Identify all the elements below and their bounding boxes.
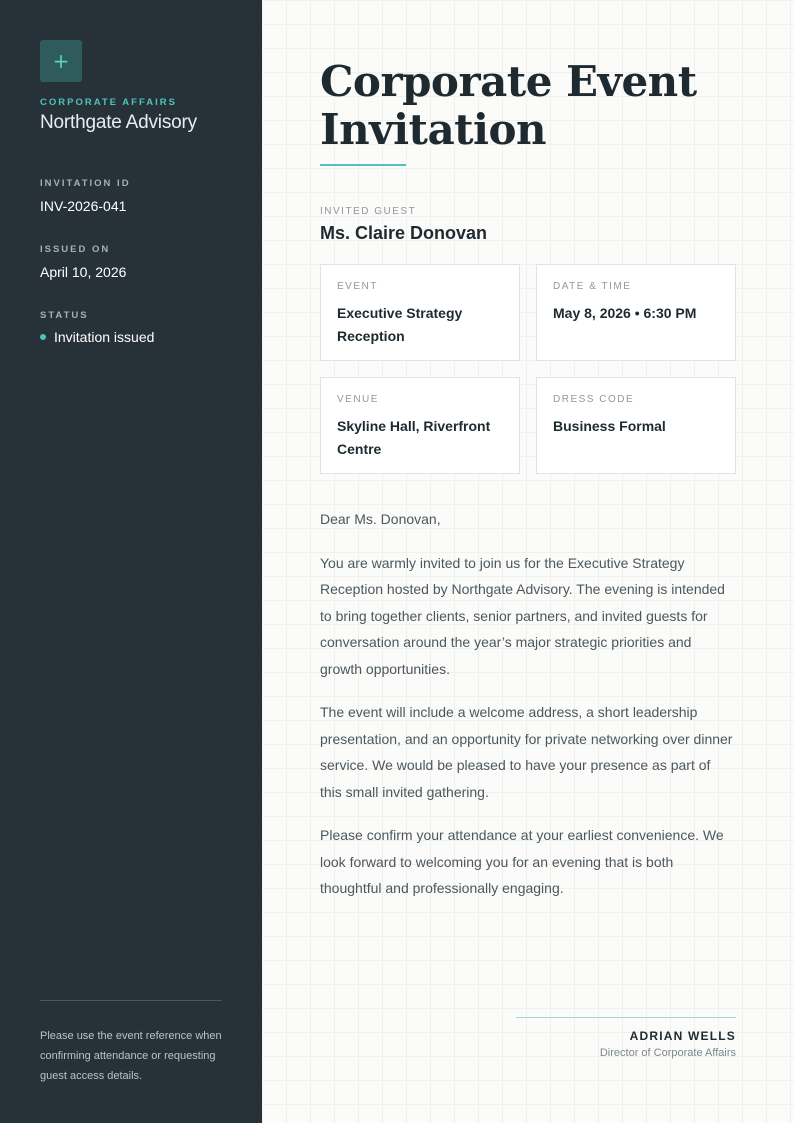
detail-card-value: Business Formal xyxy=(553,418,666,434)
status-label: STATUS xyxy=(40,310,89,321)
invitation-id-value: INV-2026-041 xyxy=(40,198,127,214)
detail-card-value: Executive Strategy Reception xyxy=(337,305,463,344)
invitation-id-label: INVITATION ID xyxy=(40,178,131,189)
status-dot-icon xyxy=(40,334,46,340)
letter-greeting: Dear Ms. Donovan, xyxy=(320,511,441,527)
letter-paragraph: Please confirm your attendance at your earliest convenience. We look forward to welcoming you for an evening that is both thoughtful and professionally engaging. xyxy=(320,827,724,896)
detail-cards xyxy=(320,264,736,474)
signatory-name: ADRIAN WELLS xyxy=(629,1029,736,1043)
detail-card-venue xyxy=(320,377,520,474)
detail-card-label: DATE & TIME xyxy=(553,281,632,292)
org-kicker: CORPORATE AFFAIRS xyxy=(40,97,177,108)
detail-card-date-time xyxy=(536,264,736,361)
status-value: Invitation issued xyxy=(54,329,155,345)
status-row xyxy=(40,329,222,345)
invitation-id-block xyxy=(40,178,222,214)
letter-body xyxy=(320,506,736,902)
guest-label: INVITED GUEST xyxy=(320,206,417,217)
detail-card-dress-code xyxy=(536,377,736,474)
plus-icon: + xyxy=(40,40,82,82)
letter-paragraph: The event will include a welcome address, a short leadership presentation, and an opportunity for private networking over dinner service. We would be pleased to have your presence as part of this small invited gathering. xyxy=(320,704,733,800)
issued-on-value: April 10, 2026 xyxy=(40,264,127,280)
sidebar xyxy=(0,0,262,1123)
page-title: Corporate Event Invitation xyxy=(320,57,697,154)
signatory-title: Director of Corporate Affairs xyxy=(599,1047,736,1059)
detail-card-label: VENUE xyxy=(337,394,379,405)
invitation-document xyxy=(262,0,794,1123)
signature-block xyxy=(516,1017,736,1059)
status-block xyxy=(40,310,222,345)
title-underline xyxy=(320,164,406,166)
guest-name: Ms. Claire Donovan xyxy=(320,223,488,243)
sidebar-footnote: Please use the event reference when confirming attendance or requesting guest access details. xyxy=(40,1000,222,1086)
letter-paragraph: You are warmly invited to join us for the Executive Strategy Reception hosted by Northgate Advisory. The evening is intended to bring together clients, senior partners, and invited guests for conversation around the year’s major strategic priorities and growth opportunities. xyxy=(320,554,725,677)
detail-card-label: DRESS CODE xyxy=(553,394,635,405)
org-name: Northgate Advisory xyxy=(40,112,197,133)
issued-on-block xyxy=(40,244,222,280)
detail-card-value: May 8, 2026 • 6:30 PM xyxy=(553,305,697,321)
detail-card-event xyxy=(320,264,520,361)
detail-card-label: EVENT xyxy=(337,281,378,292)
detail-card-value: Skyline Hall, Riverfront Centre xyxy=(337,418,491,457)
issued-on-label: ISSUED ON xyxy=(40,244,111,255)
